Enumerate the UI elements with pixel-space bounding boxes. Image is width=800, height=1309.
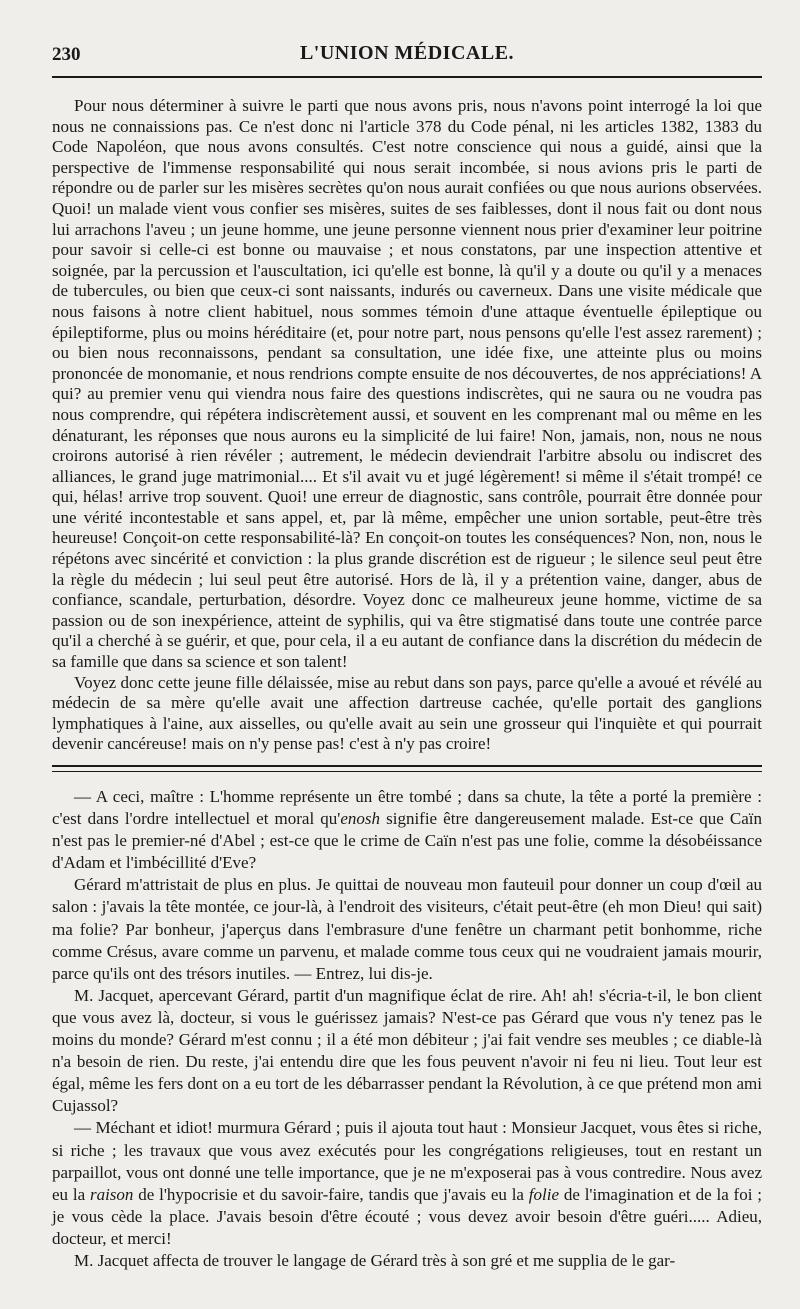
paragraph: Pour nous déterminer à suivre le parti que nous avons pris, nous n'avons point interrogé la loi que nous ne connaissions pas. Ce n'est donc ni l'article 378 du Code pénal, ni les articles 1382, 1383 du Code Napoléon, que nous avons consultés. C'est notre conscience qui nous a guidé, ainsi que la perspective de l'immense responsabilité qui nous serait incombée, si nous avions pris le parti de répondre ou de parler sur les misères secrètes qu'on nous aurait confiées ou que nous aurions observées. Quoi! un malade vient vous confier ses misères, suites de ses faiblesses, dont il nous fait ou dont nous lui arrachons l'aveu ; un jeune homme, une jeune personne viennent nous prier d'examiner leur poitrine pour savoir si celle-ci est bonne ou mauvaise ; et nous constatons, par une inspection attentive et soignée, par la percussion et l'auscultation, ici qu'elle est bonne, là qu'il y a doute ou qu'il y a menaces de tubercules, ou bien que ceux-ci sont naissants, indurés ou caverneux. Dans une visite médicale que nous faisons à notre client habituel, nous sommes témoin d'une attaque éventuelle épileptique ou épileptiforme, plus ou moins héréditaire (et, pour notre part, nous pensons qu'elle l'est assez rarement) ; ou bien nous reconnaissons, pendant sa consultation, une idée fixe, une atteinte plus ou moins prononcée de monomanie, et nous rendrions compte ensuite de nos découvertes, de nos appréciations! A qui? au premier venu qui viendra nous faire des questions indiscrètes, qui ne saura ou ne voudra pas nous comprendre, qui répétera indiscrètement aussi, et souvent en les comprenant mal ou même en les dénaturant, les réponses que nous aurons eu la simplicité de lui faire! Non, jamais, non, nous ne nous croirons autorisé à rien révéler ; autrement, le médecin deviendrait l'arbitre absolu ou indiscret des alliances, le grand juge matrimonial.... Et s'il avait vu et jugé légèrement! si même il s'était trompé! ce qui, hélas! arrive trop souvent. Quoi! une erreur de diagnostic, sans contrôle, pourrait être donnée pour une vérité incontestable et sans appel, et, par là même, empêcher une union sortable, peut-être très heureuse! Conçoit-on cette responsabilité-là? En conçoit-on toutes les conséquences? Non, non, nous le répétons avec sincérité et conviction : la plus grande discrétion est de rigueur ; le silence seul peut être la règle du médecin ; lui seul peut être autorisé. Hors de là, il y a prétention vaine, danger, abus de confiance, scandale, perturbation, désordre. Voyez donc ce malheureux jeune homme, victime de sa passion ou de son inexpérience, atteint de syphilis, qui va être stigmatisé dans toute une contrée parce qu'il a cherché à se guérir, et que, pour cela, il a eu autant de confiance dans la discrétion du médecin de sa famille que dans sa science et son talent!: [52, 96, 763, 672]
section-divider: [52, 765, 762, 772]
italic-word: raison: [89, 1184, 134, 1204]
page-number: 230: [52, 44, 81, 65]
italic-word: folie: [528, 1184, 560, 1204]
header-rule: [52, 76, 762, 78]
running-title: L'UNION MÉDICALE.: [299, 42, 515, 64]
upper-article: [52, 96, 762, 755]
paragraph: — Méchant et idiot! murmura Gérard ; puis il ajouta tout haut : Monsieur Jacquet, vous êtes si riche, si riche ; les travaux que vous avez exécutés pour les congrégations religieuses, tout en restant un parpaillot, vous ont donné une telle importance, que je ne m'exposerai pas à vous contredire. Nous avez eu la raison de l'hypocrisie et du savoir-faire, tandis que j'avais eu la folie de l'imagination et de la foi ; je vous cède la place. J'avais besoin d'être écouté ; vous devez avoir besoin d'être guéri..... Adieu, docteur, et merci!: [52, 1118, 762, 1248]
italic-word: enosh: [340, 809, 381, 829]
paragraph: M. Jacquet, apercevant Gérard, partit d'un magnifique éclat de rire. Ah! ah! s'écria-t-il, le bon client que vous avez là, docteur, si vous le guérissez jamais? N'est-ce pas Gérard que vous n'y tenez pas le moins du monde? Gérard m'est connu ; il a été mon débiteur ; j'ai fait vendre ses meubles ; ce diable-là n'a besoin de rien. Du reste, j'ai entendu dire que les fous peuvent n'avoir ni feu ni lieu. Tout leur est égal, même les fers dont on a eu tort de les débarrasser pendant la Révolution, à ce que prétend mon ami Cujassol?: [52, 985, 762, 1116]
paragraph: M. Jacquet affecta de trouver le langage de Gérard très à son gré et me supplia de le gar-: [74, 1250, 676, 1270]
paragraph: Voyez donc cette jeune fille délaissée, mise au rebut dans son pays, parce qu'elle a avoué et révélé au médecin de sa mère qu'elle avait une affection dartreuse cachée, qu'elle portait des ganglions lymphatiques à l'aine, aux aisselles, ou qu'elle avait au sein une grosseur qui l'inquiète et qui pourrait devenir cancéreuse! mais on n'y pense pas! c'est à n'y pas croire!: [52, 672, 762, 754]
lower-article: [52, 786, 762, 1272]
paragraph: Gérard m'attristait de plus en plus. Je quittai de nouveau mon fauteuil pour donner un coup d'œil au salon : j'avais la tête montée, ce jour-là, à l'endroit des visiteurs, c'était peut-être (eh mon Dieu! qui sait) ma folie? Par bonheur, j'aperçus dans l'embrasure d'une fenêtre un charmant petit bonhomme, riche comme Crésus, avare comme un parvenu, et malade comme tous ceux qui ne voudraient jamais mourir, parce qu'ils ont des trésors inutiles. — Entrez, lui dis-je.: [52, 875, 762, 983]
page-header: [52, 36, 762, 74]
paragraph: — A ceci, maître : L'homme représente un être tombé ; dans sa chute, la tête a porté la première : c'est dans l'ordre intellectuel et moral qu'enosh signifie être dangereusement malade. Est-ce que Caïn n'est pas le premier-né d'Abel ; est-ce que le crime de Caïn n'est pas une folie, comme la désobéissance d'Adam et l'imbécillité d'Eve?: [52, 787, 762, 873]
